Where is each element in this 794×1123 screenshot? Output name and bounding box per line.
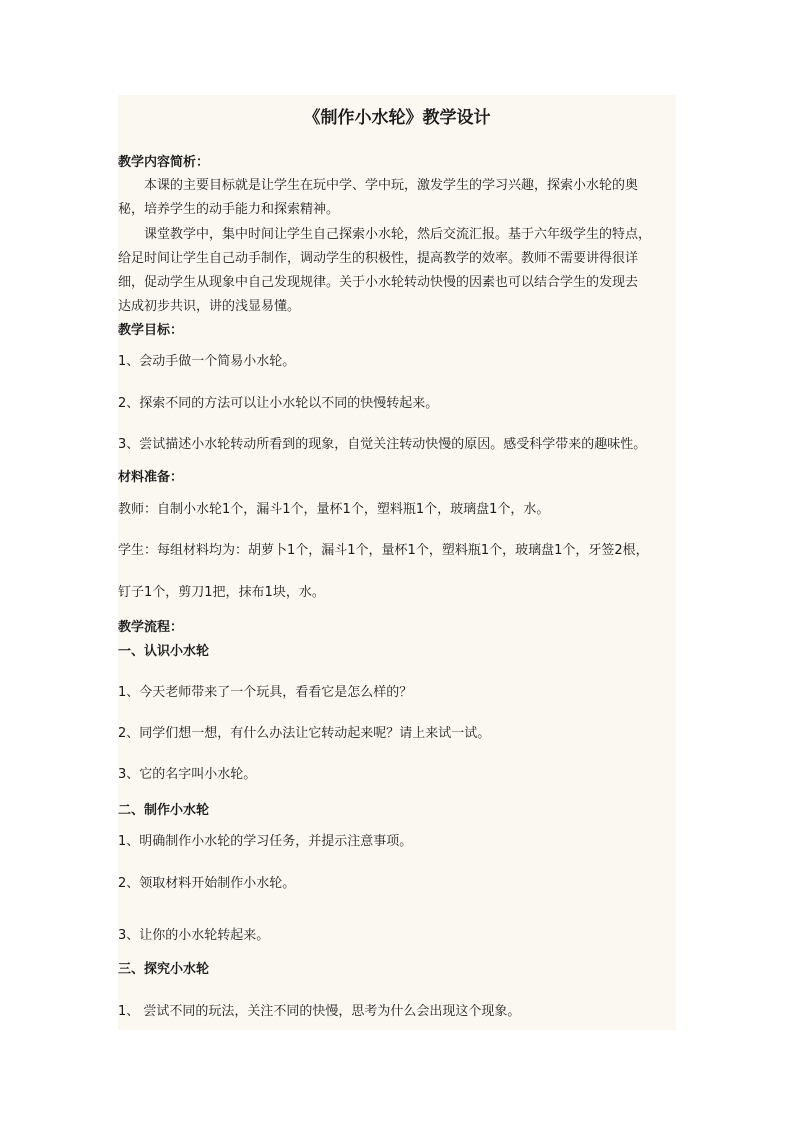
process-item: 2、领取材料开始制作小水轮。 [118, 876, 296, 891]
paragraph-line: 达成初步共识，讲的浅显易懂。 [118, 299, 301, 314]
objective-item: 3、尝试描述小水轮转动所看到的现象，自觉关注转动快慢的原因。感受科学带来的趣味性。 [118, 437, 647, 452]
process-part-heading: 三、探究小水轮 [118, 962, 210, 977]
objectives-heading: 教学目标： [118, 323, 184, 338]
process-item: 1、明确制作小水轮的学习任务，并提示注意事项。 [118, 834, 413, 849]
process-part-heading: 二、制作小水轮 [118, 803, 210, 818]
process-item: 1、今天老师带来了一个玩具，看看它是怎么样的？ [118, 685, 413, 700]
document-page [118, 95, 676, 1030]
process-item: 3、它的名字叫小水轮。 [118, 767, 257, 782]
paragraph-line: 本课的主要目标就是让学生在玩中学、学中玩，激发学生的学习兴趣，探索小水轮的奥 [144, 178, 639, 193]
paragraph-line: 秘，培养学生的动手能力和探索精神。 [118, 202, 340, 217]
materials-teacher: 教师：自制小水轮1个，漏斗1个，量杯1个，塑料瓶1个，玻璃盘1个，水。 [118, 502, 550, 517]
process-item: 3、让你的小水轮转起来。 [118, 928, 270, 943]
materials-student-line: 钉子1个，剪刀1把，抹布1块，水。 [118, 585, 325, 600]
process-item: 1、 尝试不同的玩法，关注不同的快慢，思考为什么会出现这个现象。 [118, 1004, 521, 1019]
process-part-heading: 一、认识小水轮 [118, 644, 210, 659]
objective-item: 1、会动手做一个简易小水轮。 [118, 354, 296, 369]
document-title: 《制作小水轮》教学设计 [303, 108, 491, 128]
paragraph-line: 给足时间让学生自己动手制作，调动学生的积极性，提高教学的效率。教师不需要讲得很详 [118, 251, 639, 266]
process-item: 2、同学们想一想，有什么办法让它转动起来呢？请上来试一试。 [118, 726, 491, 741]
process-heading: 教学流程： [118, 620, 184, 635]
objective-item: 2、探索不同的方法可以让小水轮以不同的快慢转起来。 [118, 396, 439, 411]
content-analysis-heading: 教学内容简析： [118, 155, 210, 170]
materials-student-line: 学生：每组材料均为：胡萝卜1个，漏斗1个，量杯1个，塑料瓶1个，玻璃盘1个，牙签2根， [118, 543, 649, 558]
paragraph-line: 课堂教学中，集中时间让学生自己探索小水轮，然后交流汇报。基于六年级学生的特点， [144, 227, 652, 242]
materials-heading: 材料准备： [118, 470, 184, 485]
paragraph-line: 细，促动学生从现象中自己发现规律。关于小水轮转动快慢的因素也可以结合学生的发现去 [118, 275, 639, 290]
